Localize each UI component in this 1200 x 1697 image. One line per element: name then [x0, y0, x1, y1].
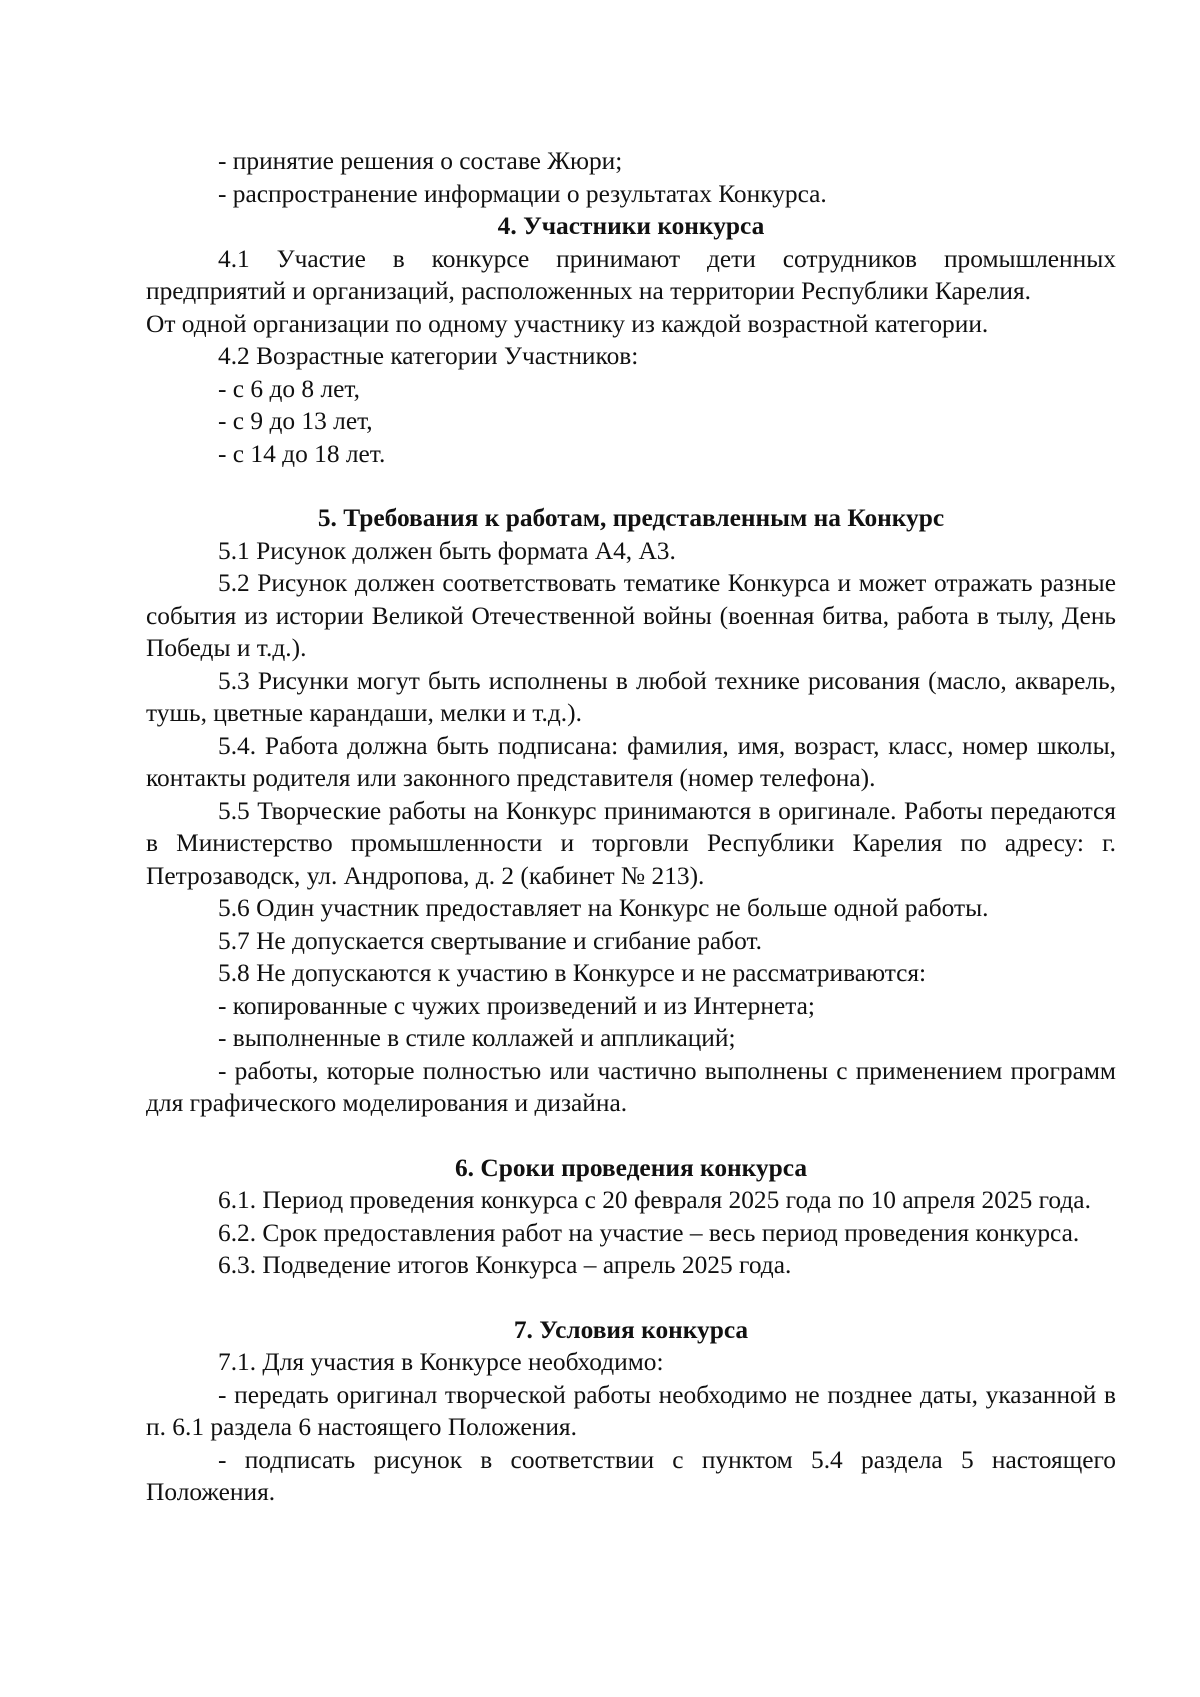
paragraph-7-1-item-1: - передать оригинал творческой работы необходимо не позднее даты, указанной в п. 6.1 раздела 6 настоящего Положения.: [146, 1380, 1116, 1441]
section-4-heading: 4. Участники конкурса: [497, 212, 765, 240]
spacer: [146, 470, 1116, 502]
list-item: - выполненные в стиле коллажей и аппликаций;: [218, 1024, 736, 1052]
paragraph-6-3: 6.3. Подведение итогов Конкурса – апрель 2025 года.: [218, 1251, 792, 1279]
paragraph-5-2: 5.2 Рисунок должен соответствовать тематике Конкурса и может отражать разные события из истории Великой Отечественной войны (военная битва, работа в тылу, День Победы и т.д.).: [146, 569, 1116, 662]
paragraph-5-3: 5.3 Рисунки могут быть исполнены в любой технике рисования (масло, акварель, тушь, цветные карандаши, мелки и т.д.).: [146, 666, 1116, 727]
paragraph-5-8: 5.8 Не допускаются к участию в Конкурсе и не рассматриваются:: [218, 959, 927, 987]
paragraph-7-1-item-2: - подписать рисунок в соответствии с пунктом 5.4 раздела 5 настоящего Положения.: [146, 1445, 1116, 1506]
list-item: - копированные с чужих произведений и из Интернета;: [218, 991, 815, 1020]
age-category-item: - с 6 до 8 лет,: [218, 374, 360, 403]
paragraph-6-1: 6.1. Период проведения конкурса с 20 февраля 2025 года по 10 апреля 2025 года.: [218, 1186, 1091, 1214]
paragraph-5-1: 5.1 Рисунок должен быть формата А4, А3.: [218, 536, 676, 565]
spacer: [146, 1282, 1116, 1314]
paragraph-5-5: 5.5 Творческие работы на Конкурс принимаются в оригинале. Работы передаются в Министерство промышленности и торговли Республики Карелия по адресу: г. Петрозаводск, ул. Андропова, д. 2 (кабинет № 213).: [146, 796, 1116, 890]
paragraph-4-1: 4.1 Участие в конкурсе принимают дети сотрудников промышленных предприятий и организаций, расположенных на территории Республики Карелия.: [146, 244, 1116, 305]
list-item: - распространение информации о результатах Конкурса.: [218, 179, 827, 208]
age-category-item: - с 9 до 13 лет,: [218, 407, 373, 435]
list-item: - принятие решения о составе Жюри;: [218, 147, 623, 175]
paragraph-5-7: 5.7 Не допускается свертывание и сгибание работ.: [218, 926, 762, 955]
section-5-heading: 5. Требования к работам, представленным на Конкурс: [317, 504, 945, 532]
paragraph-5-8-item-3: - работы, которые полностью или частично выполнены с применением программ для графического моделирования и дизайна.: [146, 1056, 1116, 1117]
paragraph-4-2: 4.2 Возрастные категории Участников:: [218, 342, 639, 370]
paragraph-6-2: 6.2. Срок предоставления работ на участие – весь период проведения конкурса.: [218, 1218, 1080, 1247]
paragraph-5-6: 5.6 Один участник предоставляет на Конкурс не больше одной работы.: [218, 894, 989, 922]
age-category-item: - с 14 до 18 лет.: [218, 439, 386, 468]
section-7-heading: 7. Условия конкурса: [513, 1315, 749, 1344]
spacer: [146, 1120, 1116, 1152]
paragraph-7-1: 7.1. Для участия в Конкурсе необходимо:: [218, 1348, 664, 1376]
section-6-heading: 6. Сроки проведения конкурса: [454, 1153, 808, 1182]
paragraph-5-4: 5.4. Работа должна быть подписана: фамилия, имя, возраст, класс, номер школы, контакты родителя или законного представителя (номер телефона).: [146, 731, 1116, 792]
paragraph-4-1-note: От одной организации по одному участнику из каждой возрастной категории.: [146, 309, 989, 338]
